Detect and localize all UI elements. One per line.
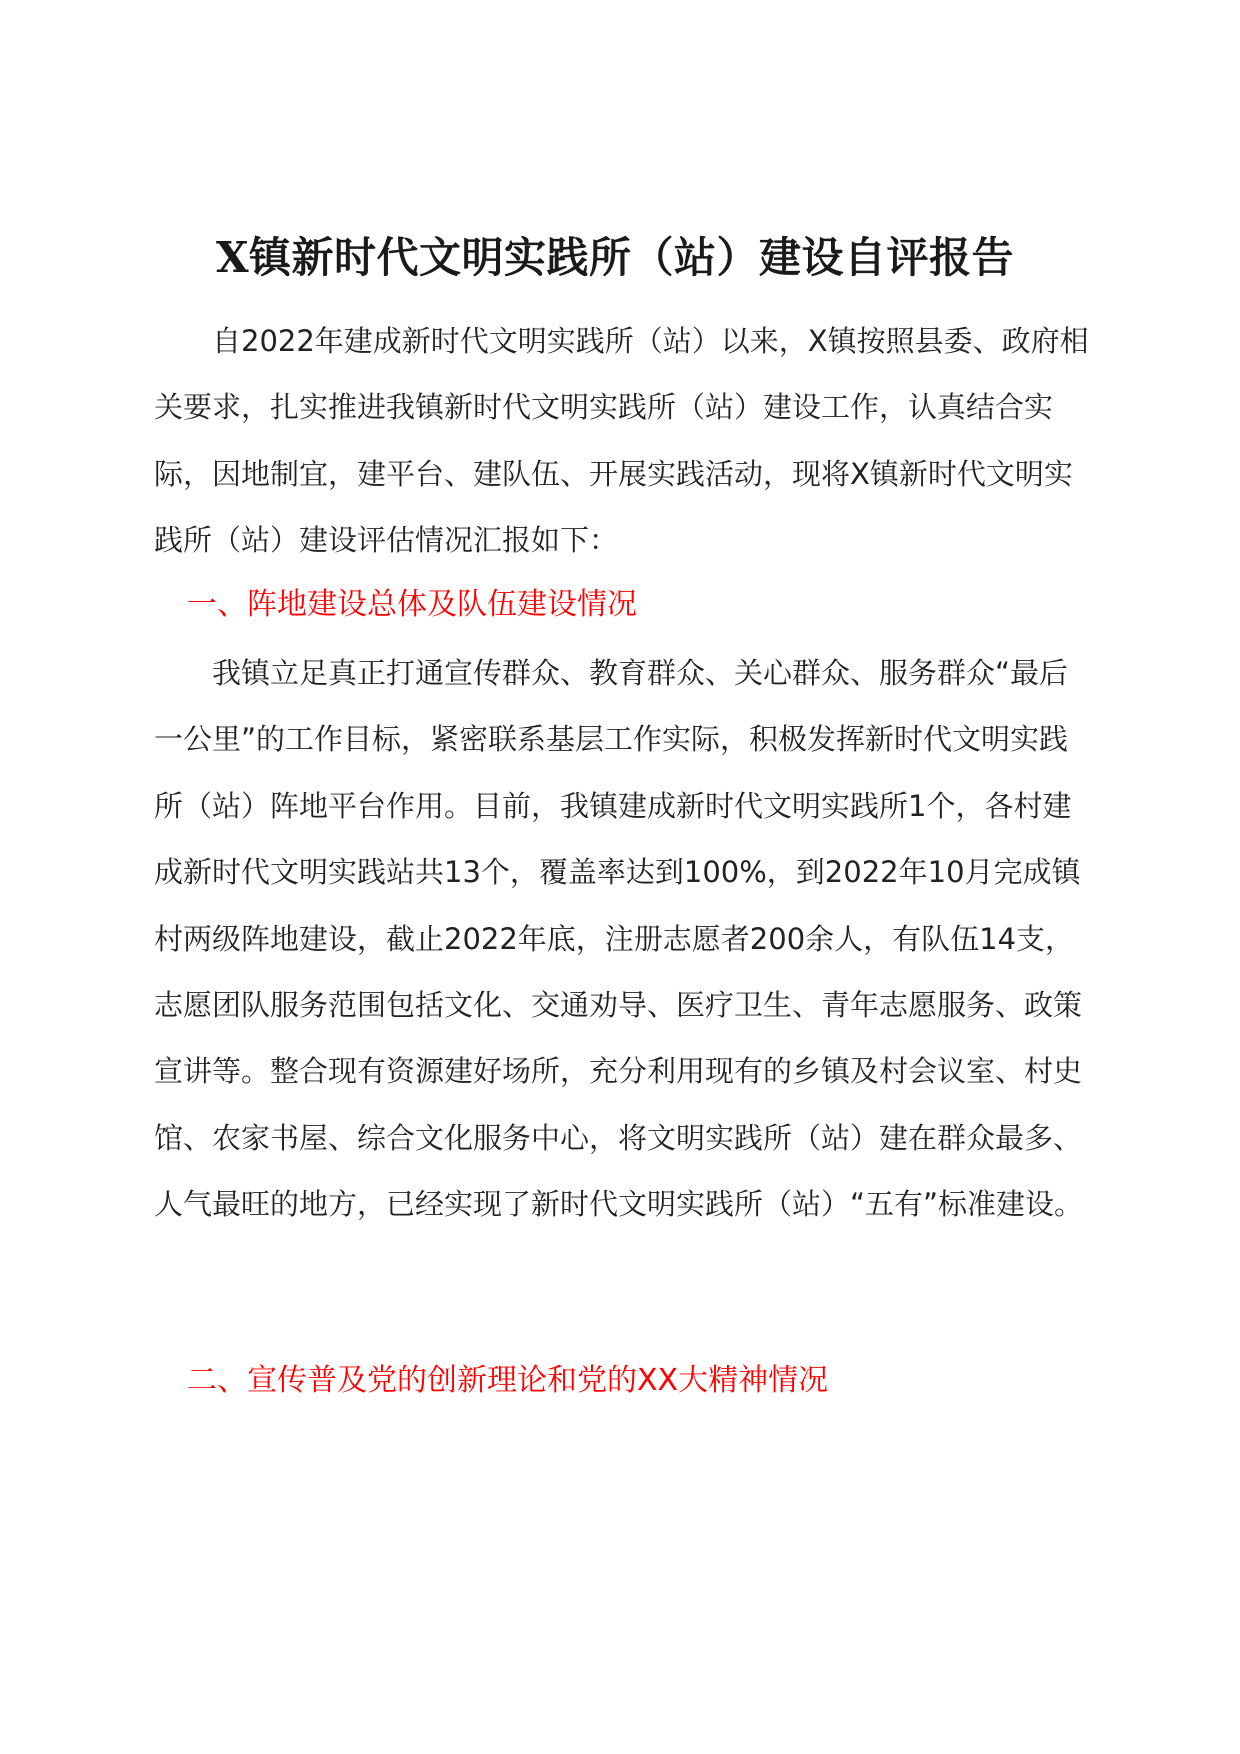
section-1-paragraph: 我镇立足真正打通宣传群众、教育群众、关心群众、服务群众“最后一公里”的工作目标，紧密联系基层工作实际，积极发挥新时代文明实践所（站）阵地平台作用。目前，我镇建成新时代文明实践所1个，各村建成新时代文明实践站共13个，覆盖率达到100%，到2022年10月完成镇村两级阵地建设，截止2022年底，注册志愿者200余人，有队伍14支，志愿团队服务范围包括文化、交通劝导、医疗卫生、青年志愿服务、政策宣讲等。整合现有资源建好场所，充分利用现有的乡镇及村会议室、村史馆、农家书屋、综合文化服务中心，将文明实践所（站）建在群众最多、人气最旺的地方，已经实现了新时代文明实践所（站）“五有”标准建设。 (154, 656, 1084, 1222)
section-heading-2: 二、宣传普及党的创新理论和党的XX大精神情况 (187, 1363, 829, 1398)
document-title: X镇新时代文明实践所（站）建设自评报告 (215, 233, 1015, 282)
intro-paragraph: 自2022年建成新时代文明实践所（站）以来，X镇按照县委、政府相关要求，扎实推进我镇新时代文明实践所（站）建设工作，认真结合实际，因地制宜，建平台、建队伍、开展实践活动，现将X镇新时代文明实践所（站）建设评估情况汇报如下： (154, 324, 1089, 558)
section-heading-1: 一、阵地建设总体及队伍建设情况 (187, 587, 637, 622)
